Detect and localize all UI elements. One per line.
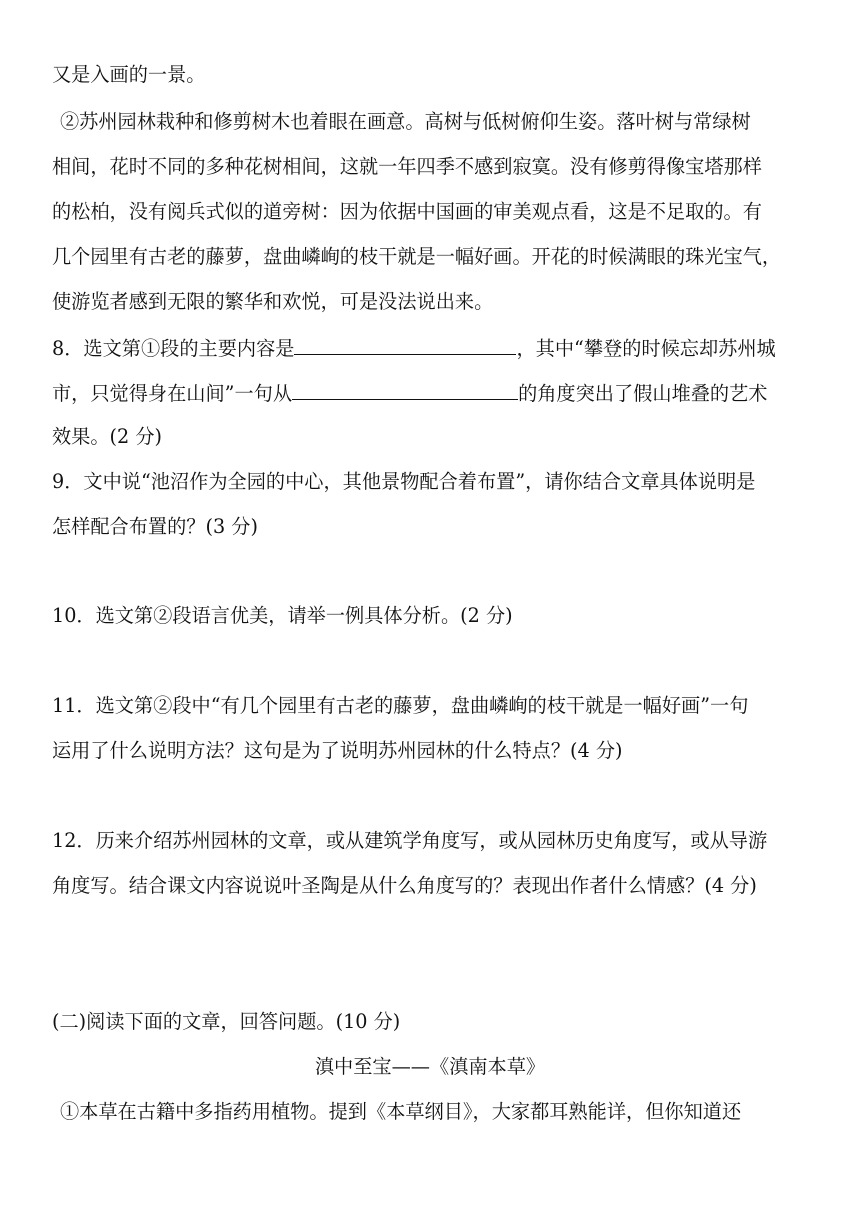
question-11-line-1: 11．选文第②段中“有几个园里有古老的藤萝，盘曲嶙峋的枝干就是一幅好画”一句: [52, 694, 749, 717]
question-8-text-b: ，其中“攀登的时候忘却苏州城: [516, 337, 776, 360]
passage-paragraph-2-line-1: ②苏州园林栽种和修剪树木也着眼在画意。高树与低树俯仰生姿。落叶树与常绿树: [60, 110, 751, 133]
question-10-line-1: 10．选文第②段语言优美，请举一例具体分析。(2 分): [52, 604, 513, 627]
answer-blank-2[interactable]: [292, 377, 518, 400]
article-paragraph-1-line-1: ①本草在古籍中多指药用植物。提到《本草纲目》，大家都耳熟能详，但你知道还: [60, 1100, 742, 1123]
question-8-line-1: [52, 332, 812, 362]
question-9-line-1: 9．文中说“池沼作为全园的中心，其他景物配合着布置”，请你结合文章具体说明是: [52, 470, 756, 493]
question-8-text-c: 市，只觉得身在山间”一句从: [52, 382, 293, 405]
passage-paragraph-2-line-5: 使游览者感到无限的繁华和欢悦，可是没法说出来。: [52, 290, 494, 313]
question-9-line-2: 怎样配合布置的？(3 分): [52, 515, 258, 538]
passage-paragraph-2-line-2: 相间，花时不同的多种花树相间，这就一年四季不感到寂寞。没有修剪得像宝塔那样: [52, 155, 762, 178]
passage-line-continued: 又是入画的一景。: [52, 63, 206, 86]
passage-paragraph-2-line-4: 几个园里有古老的藤萝，盘曲嶙峋的枝干就是一幅好画。开花的时候满眼的珠光宝气，: [52, 245, 782, 268]
question-8-text-a: 8．选文第①段的主要内容是: [52, 337, 295, 360]
question-11-line-2: 运用了什么说明方法？这句是为了说明苏州园林的什么特点？(4 分): [52, 739, 623, 762]
question-12-line-1: 12．历来介绍苏州园林的文章，或从建筑学角度写，或从园林历史角度写，或从导游: [52, 829, 768, 852]
question-8-text-d: 的角度突出了假山堆叠的艺术: [518, 382, 768, 405]
section-2-heading: (二)阅读下面的文章，回答问题。(10 分): [52, 1010, 401, 1033]
question-8-line-2: [52, 377, 812, 407]
answer-blank-1[interactable]: [294, 332, 516, 355]
article-title: 滇中至宝——《滇南本草》: [314, 1055, 546, 1078]
question-12-line-2: 角度写。结合课文内容说说叶圣陶是从什么角度写的？表现出作者什么情感？(4 分): [52, 874, 757, 897]
passage-paragraph-2-line-3: 的松柏，没有阅兵式似的道旁树：因为依据中国画的审美观点看，这是不足取的。有: [52, 200, 762, 223]
question-8-line-3: 效果。(2 分): [52, 425, 163, 448]
